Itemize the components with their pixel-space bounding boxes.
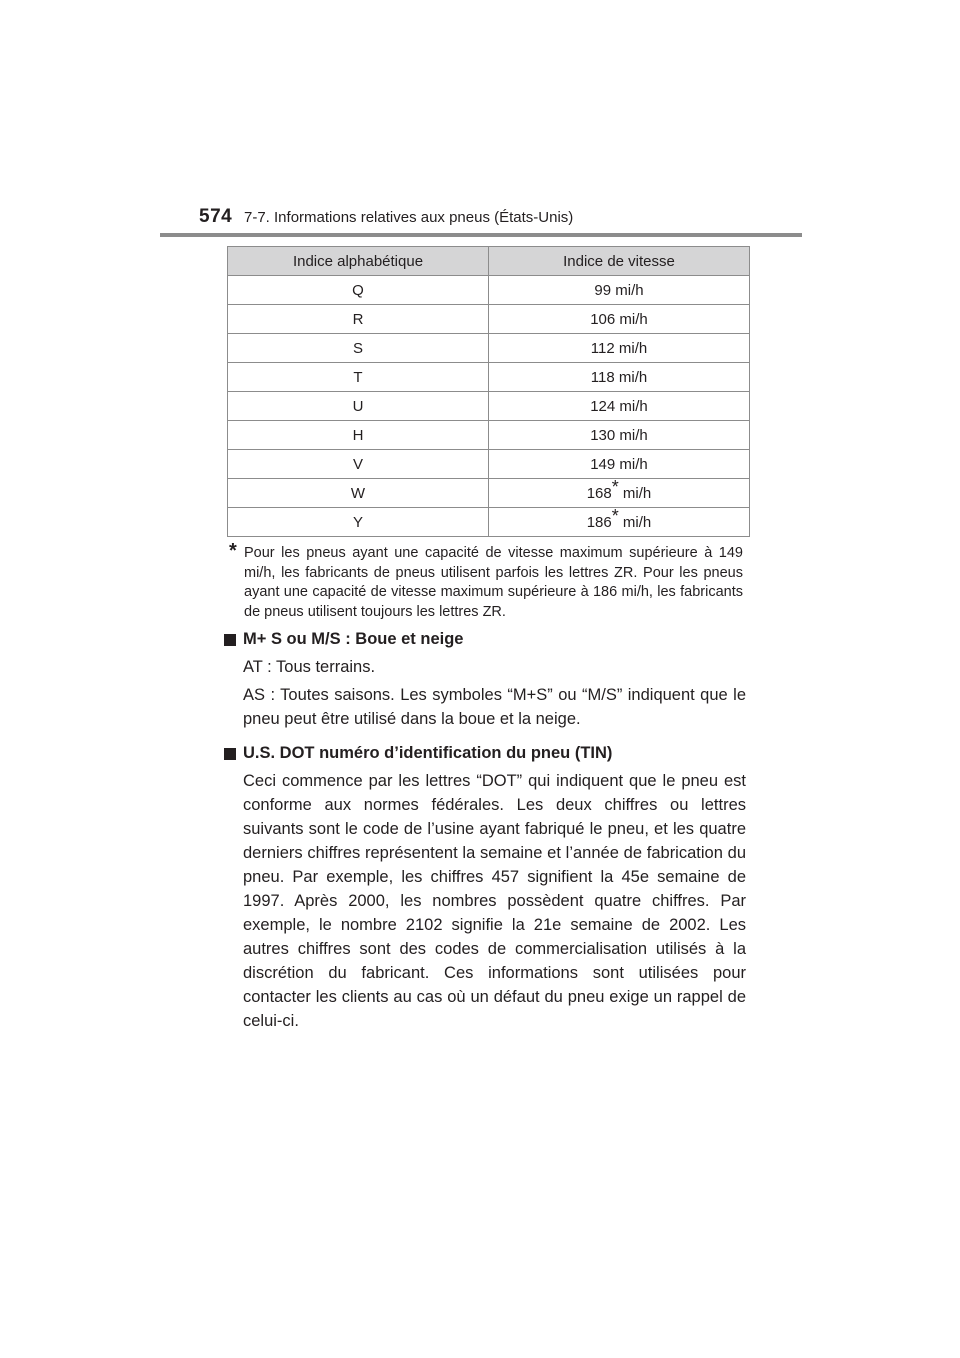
table-row	[228, 508, 750, 537]
section-heading	[222, 741, 746, 765]
cell-letter: Y	[228, 508, 489, 537]
section-heading-text: M+ S ou M/S : Boue et neige	[243, 630, 464, 648]
cell-speed: 130 mi/h	[489, 421, 750, 450]
cell-letter: Q	[228, 276, 489, 305]
cell-letter: S	[228, 334, 489, 363]
table-row	[228, 421, 750, 450]
speed-unit: mi/h	[618, 484, 652, 502]
paragraph: AS : Toutes saisons. Les symboles “M+S” ou “M/S” indiquent que le pneu peut être utilisé dans la boue et la neige.	[243, 686, 746, 728]
section-heading	[222, 627, 746, 651]
speed-rating-table	[227, 246, 750, 537]
section-heading-text: U.S. DOT numéro d’identification du pneu (TIN)	[243, 744, 613, 762]
speed-value: 186	[586, 513, 612, 531]
table-header-row	[228, 247, 750, 276]
header-rule	[160, 233, 802, 237]
table-row	[228, 363, 750, 392]
footnote-star: *	[611, 505, 619, 526]
cell-speed	[489, 476, 750, 508]
footnote	[229, 540, 743, 622]
square-bullet-icon	[224, 634, 236, 646]
column-header-speed: Indice de vitesse	[489, 247, 750, 276]
table-row	[228, 450, 750, 479]
cell-speed: 149 mi/h	[489, 450, 750, 479]
table-row	[228, 334, 750, 363]
table-row	[228, 276, 750, 305]
square-bullet-icon	[224, 748, 236, 760]
cell-speed: 112 mi/h	[489, 334, 750, 363]
cell-speed	[489, 505, 750, 537]
table-row	[228, 392, 750, 421]
cell-speed: 124 mi/h	[489, 392, 750, 421]
paragraph: AT : Tous terrains.	[243, 658, 376, 676]
cell-letter: V	[228, 450, 489, 479]
cell-letter: U	[228, 392, 489, 421]
footnote-text: Pour les pneus ayant une capacité de vitesse maximum supérieure à 149 mi/h, les fabricants de pneus utilisent parfois les lettres ZR. Pour les pneus ayant une capacité de vitesse maximum supérieure à 186 mi/h, les fabricants de pneus utilisent toujours les lettres ZR.	[244, 545, 743, 620]
speed-unit: mi/h	[618, 513, 652, 531]
footnote-star: *	[611, 476, 619, 497]
cell-speed: 118 mi/h	[489, 363, 750, 392]
column-header-letter: Indice alphabétique	[228, 247, 489, 276]
speed-value: 168	[586, 484, 612, 502]
table-row	[228, 305, 750, 334]
section-title: 7-7. Informations relatives aux pneus (États-Unis)	[244, 209, 574, 226]
cell-letter: H	[228, 421, 489, 450]
cell-speed: 99 mi/h	[489, 276, 750, 305]
table-row	[228, 479, 750, 508]
cell-speed: 106 mi/h	[489, 305, 750, 334]
cell-letter: R	[228, 305, 489, 334]
page-number: 574	[199, 206, 233, 227]
cell-letter: W	[228, 479, 489, 508]
cell-letter: T	[228, 363, 489, 392]
footnote-mark: *	[229, 540, 237, 562]
paragraph: Ceci commence par les lettres “DOT” qui indiquent que le pneu est conforme aux normes fédérales. Les deux chiffres ou lettres suivants sont le code de l’usine ayant fabriqué le pneu, et les quatre derniers chiffres représentent la semaine et l’année de fabrication du pneu. Par exemple, les chiffres 457 signifient la 45e semaine de 1997. Après 2000, les nombres possèdent quatre chiffres. Par exemple, le nombre 2102 signifie la 21e semaine de 2002. Les autres chiffres sont des codes de commercialisation utilisés à la discrétion du fabricant. Ces informations sont utilisées pour contacter les clients au cas où un défaut du pneu exige un rappel de celui-ci.	[243, 772, 746, 1030]
main-content	[222, 627, 746, 1037]
